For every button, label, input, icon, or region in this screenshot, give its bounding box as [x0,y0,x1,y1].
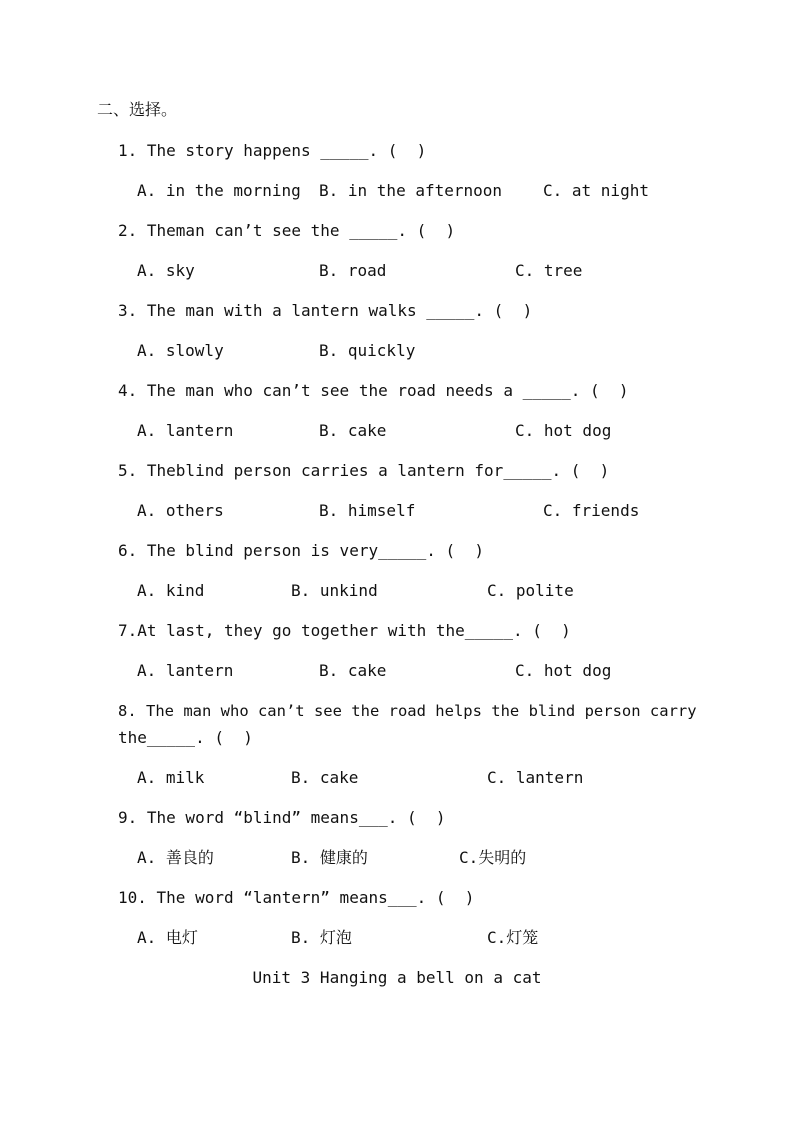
q10-option-a: A. 电灯 [137,928,198,947]
q8-option-a: A. milk [137,768,205,787]
q2-option-a: A. sky [137,261,195,280]
q8-option-b: B. cake [291,768,359,787]
q9-option-c: C.失明的 [459,848,527,867]
question-5: 5. Theblind person carries a lantern for_____. ( ) [118,461,610,480]
q8-option-c: C. lantern [487,768,584,787]
q7-option-c: C. hot dog [515,661,612,680]
q1-option-c: C. at night [543,181,649,200]
q5-option-a: A. others [137,501,224,520]
question-6: 6. The blind person is very_____. ( ) [118,541,485,560]
q9-option-a: A. 善良的 [137,848,214,867]
q6-option-b: B. unkind [291,581,378,600]
q10-option-c: C.灯笼 [487,928,539,947]
q9-option-b: B. 健康的 [291,848,368,867]
q6-option-c: C. polite [487,581,574,600]
question-4: 4. The man who can’t see the road needs a _____. ( ) [118,381,629,400]
q7-option-a: A. lantern [137,661,234,680]
q1-option-b: B. in the afternoon [319,181,503,200]
q6-option-a: A. kind [137,581,205,600]
q3-option-b: B. quickly [319,341,416,360]
q7-option-b: B. cake [319,661,387,680]
q5-option-b: B. himself [319,501,416,520]
q5-option-c: C. friends [543,501,640,520]
question-1: 1. The story happens _____. ( ) [118,141,427,160]
unit-title: Unit 3 Hanging a bell on a cat [252,968,542,987]
q4-option-a: A. lantern [137,421,234,440]
question-3: 3. The man with a lantern walks _____. ( ) [118,301,533,320]
question-8-line-2: the_____. ( ) [118,728,253,747]
question-9: 9. The word “blind” means___. ( ) [118,808,446,827]
q4-option-b: B. cake [319,421,387,440]
q2-option-b: B. road [319,261,387,280]
q3-option-a: A. slowly [137,341,224,360]
q2-option-c: C. tree [515,261,583,280]
section-title: 二、选择。 [97,100,178,119]
question-10: 10. The word “lantern” means___. ( ) [118,888,475,907]
q1-option-a: A. in the morning [137,181,301,200]
q10-option-b: B. 灯泡 [291,928,352,947]
question-8-line-1: 8. The man who can’t see the road helps the blind person carry [118,702,697,720]
q4-option-c: C. hot dog [515,421,612,440]
question-7: 7.At last, they go together with the_____. ( ) [118,621,571,640]
question-2: 2. Theman can’t see the _____. ( ) [118,221,456,240]
